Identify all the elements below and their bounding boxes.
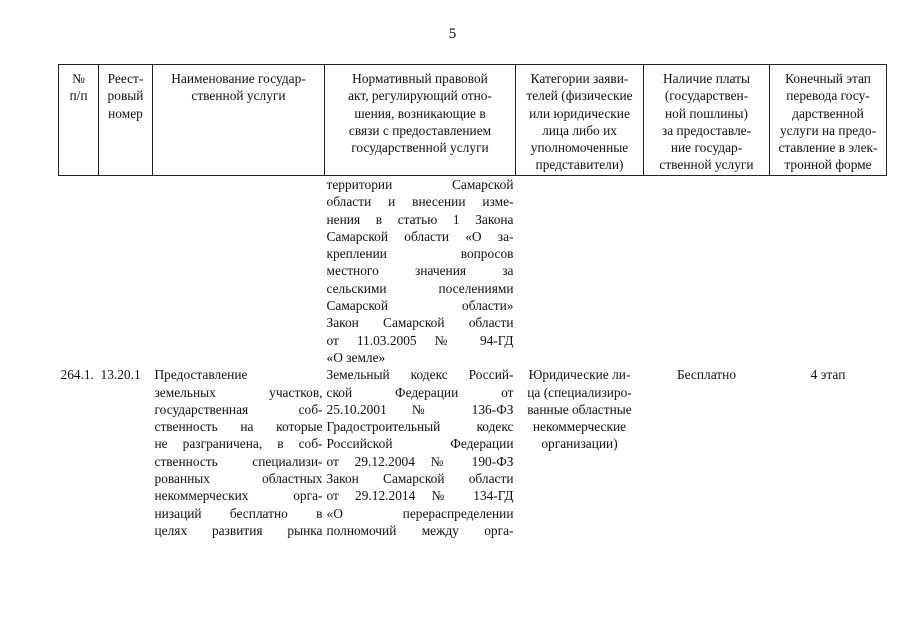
text-line: п/п [69,88,88,104]
table-row-continuation [59,176,887,367]
text-line: ставление в элек- [778,140,878,156]
text-line: земельных участков, [154,384,323,400]
text-line: связи с предоставлением [348,122,492,138]
table-row [59,366,887,539]
text-line: рованных областных [154,471,323,487]
col-header-legal-act [325,65,516,176]
text-line: Земельный кодекс Россий- [326,367,514,383]
text-line: целях развития рынка [154,522,323,538]
text-line: перевода госу- [786,88,870,104]
text-line: номер [108,105,143,121]
text-line: ственность специализи- [154,453,323,469]
text-line: тронной форме [784,157,872,173]
text-line: Закон Самарской области [326,471,514,487]
services-table [58,64,887,539]
service-name-cell [153,366,325,539]
table-header-row [59,65,887,176]
text-line: Самарской области «О за- [326,228,514,244]
text-line: Самарской области» [326,298,514,314]
text-line: «О земле» [326,349,386,365]
text-line: ственность на которые [154,419,323,435]
text-line: уполномоченные [530,140,629,156]
text-line: Наименование государ- [171,71,306,86]
text-line: нения в статью 1 Закона [326,211,514,227]
text-line: низаций бесплатно в [154,505,323,521]
text-line: или юридические [529,105,630,121]
text-line: от 11.03.2005 № 94-ГД [326,332,514,348]
text-line: Реест- [107,71,144,86]
text-line: от 29.12.2014 № 134-ГД [326,488,514,504]
text-line: Юридические ли- [528,367,631,383]
text-line: сельскими поселениями [326,280,514,296]
text-line: ца (специализиро- [527,384,632,400]
text-line: Категории заяви- [530,71,629,86]
row-registry-number: 13.20.1 [100,367,141,383]
col-header-registry [99,65,153,176]
text-line: ной пошлины) [664,105,749,121]
text-line: «О перераспределении [326,505,514,521]
text-line: полномочий между орга- [326,522,514,538]
col-header-service-name [153,65,325,176]
legal-act-cell [325,366,516,539]
text-line: (государствен- [664,88,749,104]
text-line: шения, возникающие в [354,105,486,121]
text-line: территории Самарской [326,177,514,192]
fee-cell: Бесплатно [676,367,737,383]
col-header-number [59,65,99,176]
text-line: 25.10.2001 № 136-ФЗ [326,401,514,417]
text-line: некоммерческих орга- [154,488,323,504]
text-line: не разграничена, в соб- [154,436,323,452]
text-line: местного значения за [326,263,514,279]
col-header-applicants [516,65,644,176]
text-line: креплении вопросов [326,246,514,262]
text-line: услуги на предо- [779,122,877,138]
final-stage-cell: 4 этап [810,367,846,383]
text-line: организации) [541,436,618,452]
text-line: некоммерческие [532,419,627,435]
text-line: государственная соб- [154,401,323,417]
text-line: ской Федерации от [326,384,514,400]
text-line: акт, регулирующий отно- [348,88,492,104]
text-line: ванные областные [527,401,632,417]
text-line: ние государ- [670,140,743,156]
text-line: дарственной [792,105,864,121]
text-line: № [72,71,85,86]
text-line: от 29.12.2004 № 190-ФЗ [326,453,514,469]
text-line: представители) [535,157,624,173]
applicant-category-cell [516,366,644,539]
text-line: ственной услуги [191,88,286,104]
text-line: за предоставле- [661,122,752,138]
text-line: Нормативный правовой [352,71,488,86]
col-header-final-stage [770,65,887,176]
text-line: государственной услуги [351,140,489,156]
text-line: лица либо их [542,122,617,138]
text-line: Градостроительный кодекс [326,419,514,435]
col-header-fee [644,65,770,176]
text-line: Российской Федерации [326,436,514,452]
legal-act-continuation [325,176,516,367]
text-line: ственной услуги [659,157,754,173]
text-line: Наличие платы [662,71,751,86]
text-line: Предоставление [154,367,248,383]
page-number: 5 [448,26,457,42]
row-number: 264.1. [60,367,94,383]
text-line: телей (физические [526,88,633,104]
text-line: Конечный этап [785,71,871,86]
text-line: области и внесении изме- [326,194,514,210]
text-line: Закон Самарской области [326,315,514,331]
text-line: ровый [107,88,144,104]
